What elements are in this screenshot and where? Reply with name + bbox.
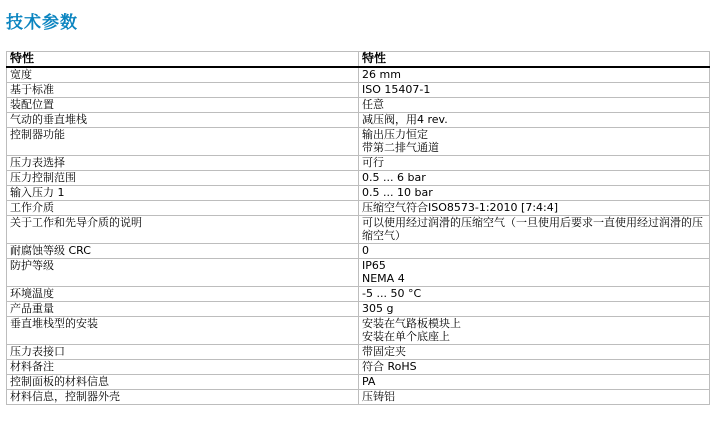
- table-header-row: [7, 52, 710, 68]
- spec-value: 减压阀，用4 rev.: [359, 113, 710, 128]
- spec-label: 宽度: [7, 67, 359, 83]
- spec-value: PA: [359, 375, 710, 390]
- spec-label: 压力表接口: [7, 345, 359, 360]
- spec-label: 压力控制范围: [7, 171, 359, 186]
- spec-label: 控制面板的材料信息: [7, 375, 359, 390]
- table-row: [7, 287, 710, 302]
- table-row: [7, 83, 710, 98]
- table-row: [7, 128, 710, 156]
- table-row: [7, 186, 710, 201]
- table-row: [7, 171, 710, 186]
- spec-label: 防护等级: [7, 259, 359, 287]
- spec-value: 符合 RoHS: [359, 360, 710, 375]
- spec-value: 0.5 ... 6 bar: [359, 171, 710, 186]
- spec-label: 装配位置: [7, 98, 359, 113]
- page-title: 技术参数: [6, 13, 78, 33]
- spec-value: ISO 15407-1: [359, 83, 710, 98]
- spec-label: 耐腐蚀等级 CRC: [7, 244, 359, 259]
- column-header-feature: 特性: [7, 52, 359, 68]
- spec-value: 可行: [359, 156, 710, 171]
- spec-value: 任意: [359, 98, 710, 113]
- table-row: [7, 345, 710, 360]
- spec-label: 环境温度: [7, 287, 359, 302]
- table-row: [7, 259, 710, 287]
- spec-label: 关于工作和先导介质的说明: [7, 216, 359, 244]
- spec-value: 带固定夹: [359, 345, 710, 360]
- spec-value: IP65 NEMA 4: [359, 259, 710, 287]
- spec-value: -5 ... 50 °C: [359, 287, 710, 302]
- spec-value: 26 mm: [359, 67, 710, 83]
- table-row: [7, 216, 710, 244]
- table-row: [7, 98, 710, 113]
- spec-value: 压铸铝: [359, 390, 710, 405]
- spec-label: 材料信息，控制器外壳: [7, 390, 359, 405]
- spec-label: 产品重量: [7, 302, 359, 317]
- table-row: [7, 67, 710, 83]
- table-row: [7, 156, 710, 171]
- column-header-value: 特性: [359, 52, 710, 68]
- spec-label: 压力表选择: [7, 156, 359, 171]
- table-row: [7, 360, 710, 375]
- spec-label: 垂直堆栈型的安装: [7, 317, 359, 345]
- spec-value: 305 g: [359, 302, 710, 317]
- spec-value: 0.5 ... 10 bar: [359, 186, 710, 201]
- table-row: [7, 201, 710, 216]
- table-row: [7, 390, 710, 405]
- spec-value: 输出压力恒定 带第二排气通道: [359, 128, 710, 156]
- spec-value: 安装在气路板模块上 安装在单个底座上: [359, 317, 710, 345]
- spec-label: 基于标准: [7, 83, 359, 98]
- spec-label: 材料备注: [7, 360, 359, 375]
- table-row: [7, 113, 710, 128]
- spec-label: 控制器功能: [7, 128, 359, 156]
- spec-value: 可以使用经过润滑的压缩空气（一旦使用后要求一直使用经过润滑的压缩空气）: [359, 216, 710, 244]
- table-row: [7, 244, 710, 259]
- spec-label: 气动的垂直堆栈: [7, 113, 359, 128]
- spec-value: 压缩空气符合ISO8573-1:2010 [7:4:4]: [359, 201, 710, 216]
- spec-value: 0: [359, 244, 710, 259]
- spec-table: [6, 51, 710, 405]
- spec-label: 输入压力 1: [7, 186, 359, 201]
- table-row: [7, 317, 710, 345]
- spec-label: 工作介质: [7, 201, 359, 216]
- table-row: [7, 302, 710, 317]
- table-row: [7, 375, 710, 390]
